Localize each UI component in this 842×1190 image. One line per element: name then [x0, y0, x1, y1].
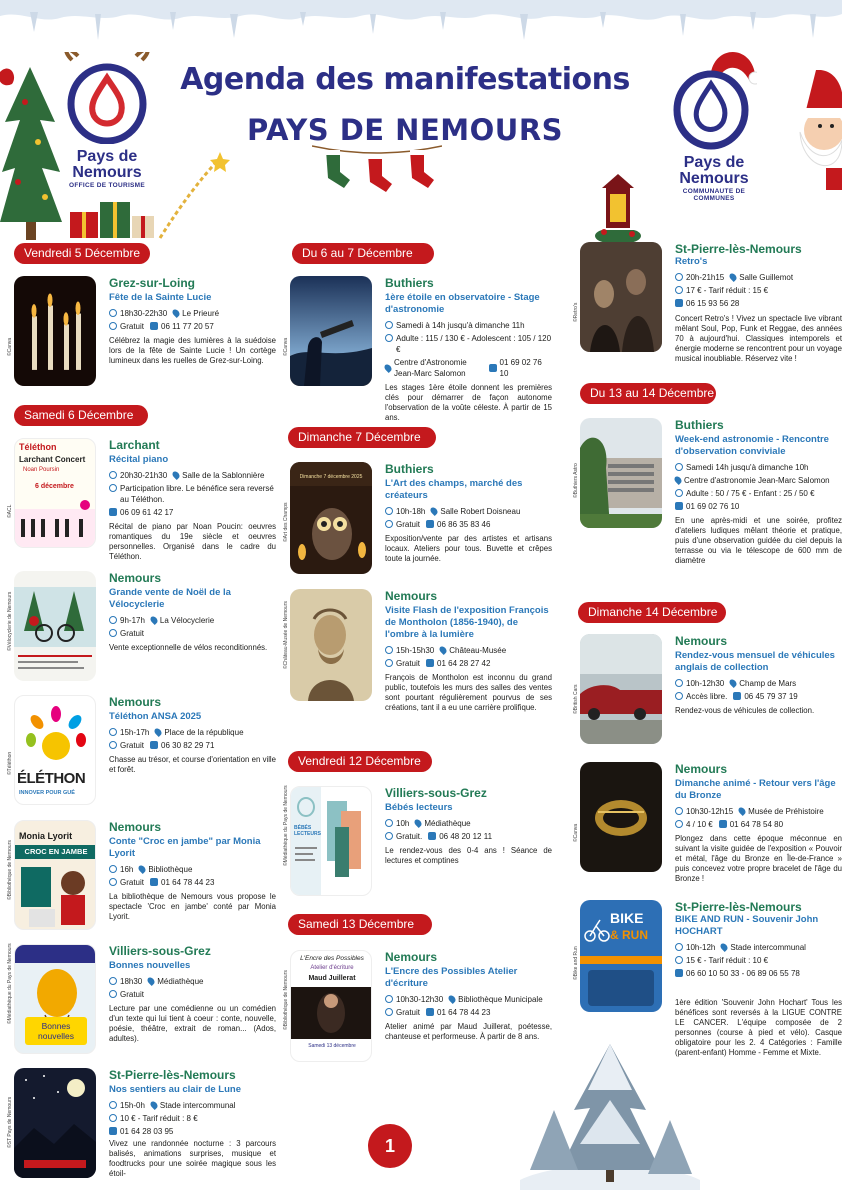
date-header-13-14: Du 13 au 14 Décembre: [580, 383, 716, 404]
location-pin-icon: [149, 615, 159, 625]
event-place: Centre d'astronomie Jean-Marc Salomon: [684, 476, 830, 485]
event-phone: 06 48 20 12 11: [439, 832, 493, 841]
photo-credit: ©Buthiers Astro: [573, 463, 579, 498]
clock-icon: [675, 679, 683, 687]
event-place: Bibliothèque Municipale: [458, 995, 543, 1004]
poster-date: Dimanche 7 décembre 2025: [299, 474, 363, 480]
event-image: [14, 944, 96, 1054]
poster-subtitle: Larchant Concert: [19, 455, 86, 464]
event-town: Nemours: [109, 820, 162, 834]
poster-title: Bonnes nouvelles: [25, 1017, 87, 1045]
location-pin-icon: [673, 475, 683, 485]
clock-icon: [385, 321, 393, 329]
event-time: 10h30-12h30: [396, 995, 444, 1004]
clock-icon: [109, 1101, 117, 1109]
event-image: [290, 462, 372, 574]
event-phone: 06 30 82 29 71: [161, 741, 215, 750]
event-price: Gratuit: [396, 1008, 421, 1017]
logo-subtitle: OFFICE DE TOURISME: [68, 182, 146, 189]
event-title: Bonnes nouvelles: [109, 960, 191, 971]
poster-name: Maud Juillerat: [308, 975, 356, 982]
date-header-fri5: Vendredi 5 Décembre: [14, 243, 150, 264]
event-description: Lecture par une comédienne ou un comédien d'un texte qui lui tient à coeur : conte, nouvelle, poésie, théâtre, extrait de roman... (Ados, adultes).: [109, 1004, 276, 1043]
location-pin-icon: [383, 363, 393, 373]
event-card: [7, 438, 276, 561]
event-time: 15h-15h30: [396, 646, 435, 655]
event-description: Le rendez-vous des 0-4 ans ! Séance de lectures et comptines: [385, 846, 552, 865]
event-card: [7, 943, 276, 1054]
event-time: 10h-12h: [686, 943, 716, 952]
event-description: Rendez-vous de véhicules de collection.: [675, 706, 815, 715]
euro-icon: [109, 741, 117, 749]
phone-icon: [489, 364, 497, 372]
event-card: [283, 589, 552, 739]
event-town: St-Pierre-lès-Nemours: [675, 900, 802, 914]
event-description: Atelier animé par Maud Juillerat, poétesse, chanteuse et performeuse. À partir de 8 ans.: [385, 1022, 552, 1041]
logo-name: Pays de Nemours: [679, 154, 749, 187]
euro-icon: [675, 489, 683, 497]
event-price: Gratuit: [120, 629, 145, 638]
event-place: Salle Robert Doisneau: [440, 507, 521, 516]
photo-credit: ©Canva: [7, 337, 13, 356]
event-town: Villiers-sous-Grez: [109, 944, 211, 958]
poster-title: Téléthon: [19, 442, 57, 452]
event-town: Villiers-sous-Grez: [385, 786, 487, 800]
logo-name: Pays de Nemours: [72, 148, 142, 181]
event-title: Conte "Croc en jambe" par Monia Lyorit: [109, 836, 261, 859]
event-price: 10 € - Tarif réduit : 8 €: [120, 1114, 198, 1123]
event-image: [14, 438, 96, 548]
clock-icon: [675, 807, 683, 815]
location-pin-icon: [737, 806, 747, 816]
event-title: Téléthon ANSA 2025: [109, 711, 202, 722]
event-price: 15 € - Tarif réduit : 10 €: [686, 956, 769, 965]
event-card: [7, 571, 276, 681]
event-price: Adulte : 115 / 130 € - Adolescent : 105 / 120 €: [396, 334, 552, 354]
euro-icon: [675, 820, 683, 828]
event-card: [7, 1068, 276, 1180]
phone-icon: [150, 741, 158, 749]
event-title: Dimanche animé - Retour vers l'âge du Bronze: [675, 778, 836, 801]
location-pin-icon: [438, 645, 448, 655]
poster-title: ÉLÉTHON: [17, 770, 86, 787]
event-image: [290, 276, 372, 386]
event-time: 18h30: [120, 977, 143, 986]
location-pin-icon: [146, 976, 156, 986]
event-description: Plongez dans cette époque méconnue en suivant la visite guidée de l'exposition « Pouvoir et métal, l'âge du Bronze en Île-de-France » puis concevez votre propre bracelet de l'âge du Bronze !: [675, 834, 842, 883]
event-town: Buthiers: [675, 418, 724, 432]
event-town: Nemours: [385, 589, 438, 603]
event-description: Célébrez la magie des lumières à la suédoise lors de la fête de Sainte Lucie ! Un cortège lumineux dans les ruelles de Grez-sur-Loing.: [109, 336, 276, 365]
location-pin-icon: [171, 470, 181, 480]
event-card: [573, 242, 842, 372]
event-time: 10h-18h: [396, 507, 426, 516]
phone-icon: [426, 1008, 434, 1016]
event-price: Gratuit: [120, 741, 145, 750]
event-title: Récital piano: [109, 454, 169, 465]
event-place: Place de la république: [164, 728, 244, 737]
euro-icon: [385, 520, 393, 528]
event-description: Vente exceptionnelle de vélos reconditionnés.: [109, 643, 268, 652]
event-price: Gratuit.: [396, 832, 423, 841]
event-card: [7, 276, 276, 386]
event-title: Nos sentiers au clair de Lune: [109, 1084, 241, 1095]
event-time: 18h30-22h30: [120, 309, 168, 318]
event-price: Gratuit: [120, 322, 145, 331]
event-price: Adulte : 50 / 75 € - Enfant : 25 / 50 €: [686, 489, 815, 498]
clock-icon: [385, 995, 393, 1003]
euro-icon: [675, 692, 683, 700]
event-town: Nemours: [109, 695, 162, 709]
event-place: La Vélocyclerie: [159, 616, 215, 625]
euro-icon: [109, 484, 117, 492]
page-header: [150, 62, 660, 147]
event-time: 10h: [396, 819, 410, 828]
event-place: Le Prieuré: [182, 309, 220, 318]
event-time: 20h-21h15: [686, 273, 725, 282]
location-pin-icon: [153, 727, 163, 737]
event-price: Gratuit: [396, 520, 421, 529]
event-card: [7, 695, 276, 805]
photo-credit: ©Téléthon: [7, 751, 13, 775]
event-town: St-Pierre-lès-Nemours: [675, 242, 802, 256]
event-description: La bibliothèque de Nemours vous propose le spectacle 'Croc en jambe' conté par Monia Lyorit.: [109, 892, 276, 921]
event-image: [580, 762, 662, 872]
poster-date: 6 décembre: [35, 483, 74, 490]
euro-icon: [109, 1114, 117, 1122]
clock-icon: [385, 819, 393, 827]
event-place: Stade intercommunal: [159, 1101, 236, 1110]
euro-icon: [675, 956, 683, 964]
event-place: Salle de la Sablonnière: [182, 471, 265, 480]
event-place: Château-Musée: [449, 646, 507, 655]
event-image: [580, 242, 662, 352]
event-price: Gratuit: [120, 990, 145, 999]
phone-icon: [675, 299, 683, 307]
event-town: Larchant: [109, 438, 160, 452]
photo-credit: ©Art des Champs: [283, 502, 289, 542]
clock-icon: [109, 865, 117, 873]
event-phone: 01 64 78 44 23: [437, 1008, 491, 1017]
event-image: [14, 571, 96, 681]
event-title: Fête de la Sainte Lucie: [109, 292, 212, 303]
gifts-illustration: [60, 150, 240, 242]
photo-credit: ©Bibliothèque de Nemours: [7, 840, 13, 900]
date-header-sun7: Dimanche 7 Décembre: [288, 427, 436, 448]
clock-icon: [109, 616, 117, 624]
poster-name: Monia Lyorit: [19, 831, 73, 841]
event-description: Concert Retro's ! Vivez un spectacle live vibrant mêlant Soul, Pop, Funk et Reggae, des années 70 à aujourd'hui. Classiques intemporels et énergie moderne se rencontrent pour un voyage musical inoubliable. Réservez vite !: [675, 314, 842, 363]
event-title: 1ère étoile en observatoire - Stage d'astronomie: [385, 292, 540, 315]
photo-credit: ©Vélocyclerie de Nemours: [7, 591, 13, 651]
photo-credit: ©Bibliothèque de Nemours: [283, 970, 289, 1030]
photo-credit: ©Médiathèque du Pays de Nemours: [7, 943, 13, 1024]
euro-icon: [109, 322, 117, 330]
date-header-sat13: Samedi 13 Décembre: [288, 914, 432, 935]
date-header-6-7: Du 6 au 7 Décembre: [292, 243, 434, 264]
event-image: [14, 1068, 96, 1178]
photo-credit: ©Château-Musée de Nemours: [283, 601, 289, 669]
euro-icon: [675, 286, 683, 294]
event-phone: 06 60 10 50 33 - 06 89 06 55 78: [686, 969, 800, 978]
event-phone: 01 64 28 03 95: [120, 1127, 174, 1136]
event-title: Visite Flash de l'exposition François de Montholon (1856-1940), de l'ombre à la lumière: [385, 605, 549, 640]
event-phone: 01 64 28 27 42: [437, 659, 491, 668]
event-price: 17 € - Tarif réduit : 15 €: [686, 286, 769, 295]
event-time: 10h30-12h15: [686, 807, 734, 816]
date-header-fri12: Vendredi 12 Décembre: [288, 751, 432, 772]
phone-icon: [150, 878, 158, 886]
page-title: Agenda des manifestations: [180, 62, 630, 97]
event-phone: 06 11 77 20 57: [161, 322, 214, 331]
clock-icon: [109, 728, 117, 736]
santa-illustration: [786, 70, 842, 190]
page-subtitle: PAYS DE NEMOURS: [246, 113, 564, 147]
location-pin-icon: [429, 506, 439, 516]
event-description: Exposition/vente par des artistes et artisans locaux. Ateliers pour tous. Buvette et crêpes toute la journée.: [385, 534, 552, 563]
event-time: 9h-17h: [120, 616, 145, 625]
event-phone: 06 09 61 42 17: [120, 508, 174, 517]
location-pin-icon: [728, 272, 738, 282]
event-phone: 01 64 78 54 80: [729, 820, 784, 829]
logo-drop-icon: [64, 52, 150, 144]
photo-credit: ©Canva: [573, 823, 579, 842]
euro-icon: [109, 629, 117, 637]
event-phone: 01 69 02 76 10: [499, 358, 542, 378]
euro-icon: [385, 832, 393, 840]
phone-icon: [426, 520, 434, 528]
event-place: Centre d'Astronomie Jean-Marc Salomon: [394, 358, 467, 378]
logo-drop-icon: [671, 50, 757, 150]
event-description: Chasse au trésor, et course d'orientation en ville et forêt.: [109, 755, 276, 774]
event-town: Buthiers: [385, 276, 434, 290]
event-image: [14, 276, 96, 386]
photo-credit: ©ST Pays de Nemours: [7, 1096, 13, 1148]
clock-icon: [109, 977, 117, 985]
event-title: Week-end astronomie - Rencontre d'observation conviviale: [675, 434, 829, 457]
event-time: Samedi à 14h jusqu'à dimanche 11h: [396, 321, 525, 330]
photo-credit: ©Canva: [283, 337, 289, 356]
poster-subtitle: & RUN: [610, 928, 648, 942]
event-town: Grez-sur-Loing: [109, 276, 195, 290]
event-town: Buthiers: [385, 462, 434, 476]
clock-icon: [675, 943, 683, 951]
poster-title: BÉBÉS LECTEURS: [294, 825, 321, 837]
snow-border: [0, 0, 842, 44]
event-card: [573, 418, 842, 588]
event-time: 20h30-21h30: [120, 471, 168, 480]
event-image: [290, 786, 372, 896]
clock-icon: [385, 507, 393, 515]
phone-icon: [109, 508, 117, 516]
photo-credit: ©Médiathèque du Pays de Nemours: [283, 785, 289, 866]
event-town: Nemours: [675, 762, 728, 776]
poster-title: CROC EN JAMBE: [15, 845, 96, 859]
event-card: [283, 950, 552, 1062]
event-image: [580, 418, 662, 528]
event-place: Champ de Mars: [739, 679, 797, 688]
page-number: 1: [368, 1124, 412, 1168]
event-card: [573, 634, 842, 746]
event-phone: 01 69 02 76 10: [686, 502, 740, 511]
event-phone: 06 45 79 37 19: [744, 692, 798, 701]
location-pin-icon: [171, 308, 181, 318]
event-image: [14, 820, 96, 930]
poster-title: BIKE: [610, 910, 644, 926]
location-pin-icon: [728, 678, 738, 688]
poster-subtitle: Atelier d'écriture: [310, 965, 354, 971]
phone-icon: [426, 659, 434, 667]
event-image: [580, 900, 662, 1012]
event-image: [580, 634, 662, 744]
event-title: Rendez-vous mensuel de véhicules anglais de collection: [675, 650, 835, 673]
location-pin-icon: [413, 818, 423, 828]
event-description: En une après-midi et une soirée, profitez d'ateliers ludiques mêlant théorie et pratique, puis d'une observation guidée du ciel depuis la terrasse ou via le télescope de 600 mm de diamètre: [675, 516, 842, 565]
phone-icon: [675, 502, 683, 510]
event-place: Bibliothèque: [148, 865, 193, 874]
event-time: Samedi 14h jusqu'à dimanche 10h: [686, 463, 809, 472]
event-time: 15h-17h: [120, 728, 150, 737]
date-header-sun14: Dimanche 14 Décembre: [578, 602, 726, 623]
photo-credit: ©Bike and Run: [573, 946, 579, 980]
event-price: Accès libre.: [686, 692, 728, 701]
event-phone: 01 64 78 44 23: [161, 878, 215, 887]
poster-name: Noan Poursin: [23, 467, 60, 473]
event-title: Bébés lecteurs: [385, 802, 453, 813]
event-description: Vivez une randonnée nocturne : 3 parcours balisés, animations surprises, musique et foodtrucks pour une soirée magique sous les étoil-: [109, 1139, 276, 1178]
clock-icon: [675, 463, 683, 471]
photo-credit: ©Retro's: [573, 302, 579, 322]
event-card: [573, 900, 842, 1070]
euro-icon: [385, 1008, 393, 1016]
event-price: Gratuit: [396, 659, 421, 668]
event-title: L'Art des champs, marché des créateurs: [385, 478, 523, 501]
event-price: Gratuit: [120, 878, 145, 887]
lantern-illustration: [592, 170, 644, 246]
event-time: 15h-0h: [120, 1101, 145, 1110]
location-pin-icon: [447, 994, 457, 1004]
community-logo: [664, 50, 764, 202]
event-card: [283, 785, 552, 898]
euro-icon: [385, 659, 393, 667]
event-place: Médiathèque: [157, 977, 204, 986]
event-card: [283, 462, 552, 574]
event-image: [290, 950, 372, 1062]
location-pin-icon: [149, 1100, 159, 1110]
event-image: [14, 695, 96, 805]
location-pin-icon: [719, 942, 729, 952]
photo-credit: ©British Cars: [573, 684, 579, 714]
event-phone: 06 15 93 56 28: [686, 299, 740, 308]
event-time: 16h: [120, 865, 134, 874]
poster-date: Samedi 13 décembre: [308, 1043, 356, 1049]
phone-icon: [428, 832, 436, 840]
event-card: [7, 820, 276, 930]
event-town: St-Pierre-lès-Nemours: [109, 1068, 236, 1082]
event-image: [290, 589, 372, 701]
poster-title: L'Encre des Possibles: [300, 955, 364, 962]
location-pin-icon: [137, 864, 147, 874]
event-town: Nemours: [675, 634, 728, 648]
event-description: François de Montholon est inconnu du grand public, toutefois les murs des salles des ventes sont pourtant régulièrement pourvus de ses créations, tant il a eu une carrière prolifique.: [385, 673, 552, 712]
event-town: Nemours: [109, 571, 162, 585]
event-place: Médiathèque: [424, 819, 471, 828]
event-place: Stade intercommunal: [730, 943, 806, 952]
event-town: Nemours: [385, 950, 438, 964]
event-price: Participation libre. Le bénéfice sera reversé au Téléthon.: [120, 484, 274, 504]
event-place: Musée de Préhistoire: [748, 807, 824, 816]
event-price: 4 / 10 €: [686, 820, 713, 829]
stockings-illustration: [312, 142, 442, 194]
phone-icon: [733, 692, 741, 700]
event-title: BIKE AND RUN - Souvenir John HOCHART: [675, 914, 819, 937]
clock-icon: [675, 273, 683, 281]
logo-subtitle: COMMUNAUTE DE COMMUNES: [682, 188, 746, 202]
event-description: Les stages 1ère étoile donnent les premières clés pour démarrer de façon autonome l'observation de la voûte céleste. À partir de 15 ans.: [385, 383, 552, 422]
clock-icon: [385, 646, 393, 654]
event-description: Récital de piano par Noan Poucin: oeuvres romantiques du 19e siècle et oeuvres personnelles. Organisé dans le cadre du Téléthon.: [109, 522, 276, 561]
phone-icon: [675, 969, 683, 977]
event-description: 1ère édition 'Souvenir John Hochart' Tous les bénéfices sont reversés à la LIGUE CONTRE LE CANCER. L'équipe composée de 2 personnes (course à pied et vélo). Casque obligatoire pour les 2. 4 Catégories : Famille (parent-enfant) Homme - Femme et Mixte.: [675, 998, 842, 1057]
event-card: [573, 762, 842, 892]
poster-tagline: INNOVER POUR GUÉ: [19, 790, 75, 796]
euro-icon: [109, 878, 117, 886]
phone-icon: [150, 322, 158, 330]
event-place: Salle Guillemot: [739, 273, 794, 282]
phone-icon: [109, 1127, 117, 1135]
event-time: 10h-12h30: [686, 679, 725, 688]
clock-icon: [109, 471, 117, 479]
photo-credit: ©ACL: [7, 504, 13, 518]
event-title: Grande vente de Noël de la Vélocyclerie: [109, 587, 231, 610]
euro-icon: [109, 990, 117, 998]
clock-icon: [109, 309, 117, 317]
event-title: Retro's: [675, 256, 708, 267]
event-phone: 06 86 35 83 46: [437, 520, 491, 529]
event-title: L'Encre des Possibles Atelier d'écriture: [385, 966, 518, 989]
date-header-sat6: Samedi 6 Décembre: [14, 405, 148, 426]
event-card: [283, 276, 552, 422]
phone-icon: [719, 820, 727, 828]
euro-icon: [385, 334, 393, 342]
